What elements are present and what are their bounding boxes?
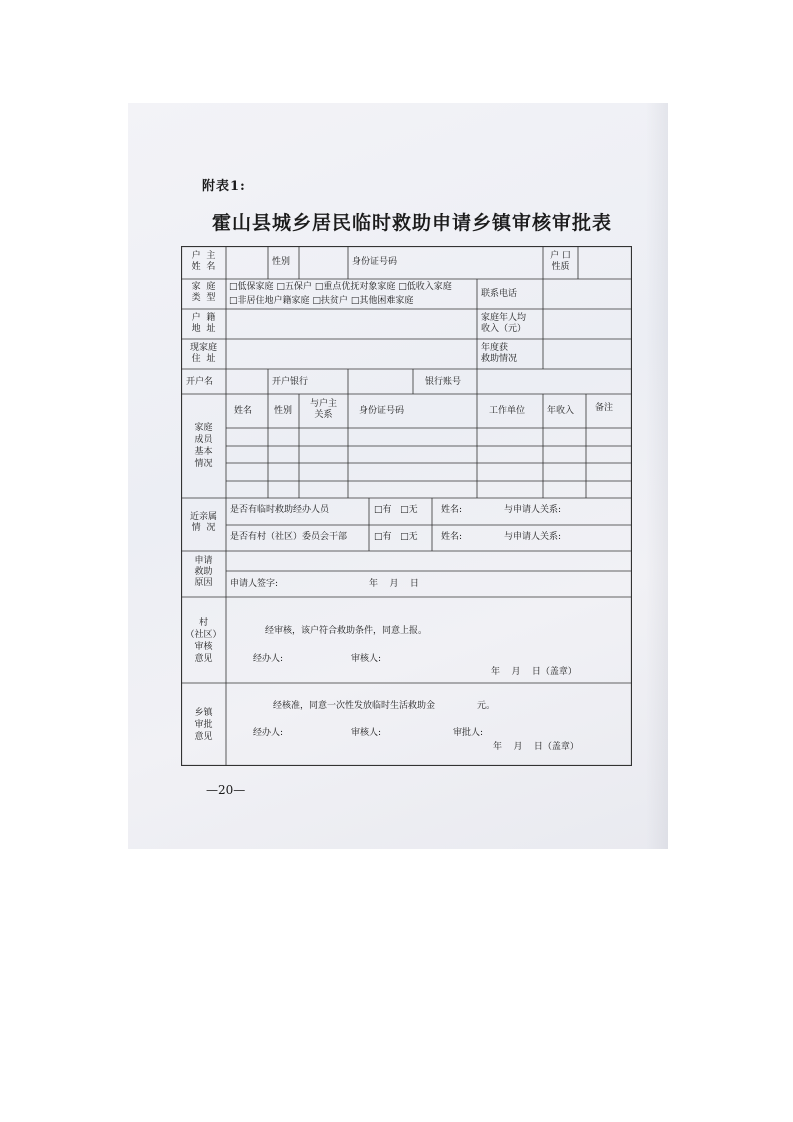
account-number-label: 银行账号 bbox=[425, 377, 462, 387]
option-dibao: 低保家庭 bbox=[237, 282, 274, 292]
member-col-name: 姓名 bbox=[234, 406, 253, 416]
option-youfu: 重点优抚对象家庭 bbox=[323, 282, 396, 292]
township-opinion: 经核准，同意一次性发放临时生活救助金 bbox=[273, 701, 436, 711]
member-col-gender: 性别 bbox=[274, 406, 293, 416]
checkbox-icon[interactable]: □ bbox=[314, 282, 324, 292]
option-yes: 有 bbox=[382, 532, 392, 542]
option-no: 无 bbox=[408, 505, 418, 515]
relatives-q1-name: 姓名: bbox=[441, 505, 463, 515]
township-approval-label: 乡镇 审批 意见 bbox=[194, 708, 213, 742]
account-name-label: 开户名 bbox=[186, 377, 214, 387]
reason-label: 申请 救助 原因 bbox=[194, 556, 213, 588]
township-handler-label: 经办人: bbox=[253, 728, 284, 738]
householder-name-label: 户 主 姓 名 bbox=[191, 251, 216, 272]
current-address-label: 现家庭 住 址 bbox=[189, 343, 217, 364]
village-opinion: 经审核，该户符合救助条件，同意上报。 bbox=[265, 626, 428, 636]
township-unit: 元。 bbox=[477, 701, 496, 711]
applicant-signature-label: 申请人签字: bbox=[230, 579, 279, 589]
checkbox-icon[interactable]: □ bbox=[398, 282, 407, 292]
village-handler-label: 经办人: bbox=[253, 654, 284, 664]
checkbox-icon[interactable]: □ bbox=[350, 296, 360, 306]
relatives-q1-relation: 与申请人关系: bbox=[504, 505, 562, 515]
township-date-seal: 年 月 日（盖章） bbox=[493, 742, 579, 752]
township-reviewer-label: 审核人: bbox=[351, 728, 382, 738]
village-reviewer-label: 审核人: bbox=[351, 654, 382, 664]
checkbox-icon[interactable]: □ bbox=[374, 532, 383, 542]
id-number-label: 身份证号码 bbox=[352, 257, 398, 267]
member-col-notes: 备注 bbox=[595, 403, 614, 413]
option-nonresident: 非居住地户籍家庭 bbox=[237, 296, 310, 306]
member-col-employer: 工作单位 bbox=[489, 406, 526, 416]
relatives-q1: 是否有临时救助经办人员 bbox=[230, 505, 330, 515]
checkbox-icon[interactable]: □ bbox=[374, 505, 383, 515]
family-type-options-line2[interactable] bbox=[229, 296, 413, 307]
application-form-table bbox=[181, 246, 632, 766]
option-no: 无 bbox=[408, 532, 418, 542]
page-number: —20— bbox=[206, 783, 246, 797]
phone-label: 联系电话 bbox=[481, 289, 518, 299]
registered-address-label: 户 籍 地 址 bbox=[191, 313, 216, 334]
checkbox-icon[interactable]: □ bbox=[276, 282, 285, 292]
attachment-label: 附表1: bbox=[202, 179, 246, 194]
bank-label: 开户银行 bbox=[272, 377, 309, 387]
village-date-seal: 年 月 日（盖章） bbox=[491, 667, 577, 677]
assistance-received-label: 年度获 救助情况 bbox=[481, 343, 518, 364]
relatives-q2-name: 姓名: bbox=[441, 532, 463, 542]
checkbox-icon[interactable]: □ bbox=[229, 282, 238, 292]
option-poverty: 扶贫户 bbox=[320, 296, 348, 306]
member-col-income: 年收入 bbox=[547, 406, 575, 416]
form-title: 霍山县城乡居民临时救助申请乡镇审核审批表 bbox=[212, 212, 613, 234]
gender-label: 性别 bbox=[272, 257, 291, 267]
relatives-q2-options[interactable] bbox=[374, 532, 418, 543]
annual-income-label: 家庭年人均 收入（元） bbox=[481, 313, 527, 334]
option-low-income: 低收入家庭 bbox=[406, 282, 452, 292]
family-members-label: 家庭 成员 基本 情况 bbox=[194, 423, 213, 469]
relatives-q2-relation: 与申请人关系: bbox=[504, 532, 562, 542]
relatives-q1-options[interactable] bbox=[374, 505, 418, 516]
member-col-relation: 与户主 关系 bbox=[309, 399, 337, 420]
family-type-options-line1[interactable] bbox=[229, 282, 452, 293]
checkbox-icon[interactable]: □ bbox=[400, 505, 409, 515]
family-type-label: 家 庭 类 型 bbox=[191, 282, 216, 303]
applicant-date: 年 月 日 bbox=[369, 579, 419, 589]
option-yes: 有 bbox=[382, 505, 392, 515]
option-wubao: 五保户 bbox=[284, 282, 312, 292]
scanned-page bbox=[128, 103, 668, 849]
checkbox-icon[interactable]: □ bbox=[312, 296, 321, 306]
township-approver-label: 审批人: bbox=[453, 728, 484, 738]
relatives-q2: 是否有村（社区）委员会干部 bbox=[230, 532, 348, 542]
checkbox-icon[interactable]: □ bbox=[400, 532, 409, 542]
checkbox-icon[interactable]: □ bbox=[229, 296, 238, 306]
relatives-label: 近亲属 情 况 bbox=[189, 512, 217, 533]
hukou-type-label: 户 口 性质 bbox=[550, 251, 571, 272]
option-other: 其他困难家庭 bbox=[359, 296, 414, 306]
village-review-label: 村 （社区） 审核 意见 bbox=[185, 618, 222, 664]
member-col-id: 身份证号码 bbox=[359, 406, 405, 416]
